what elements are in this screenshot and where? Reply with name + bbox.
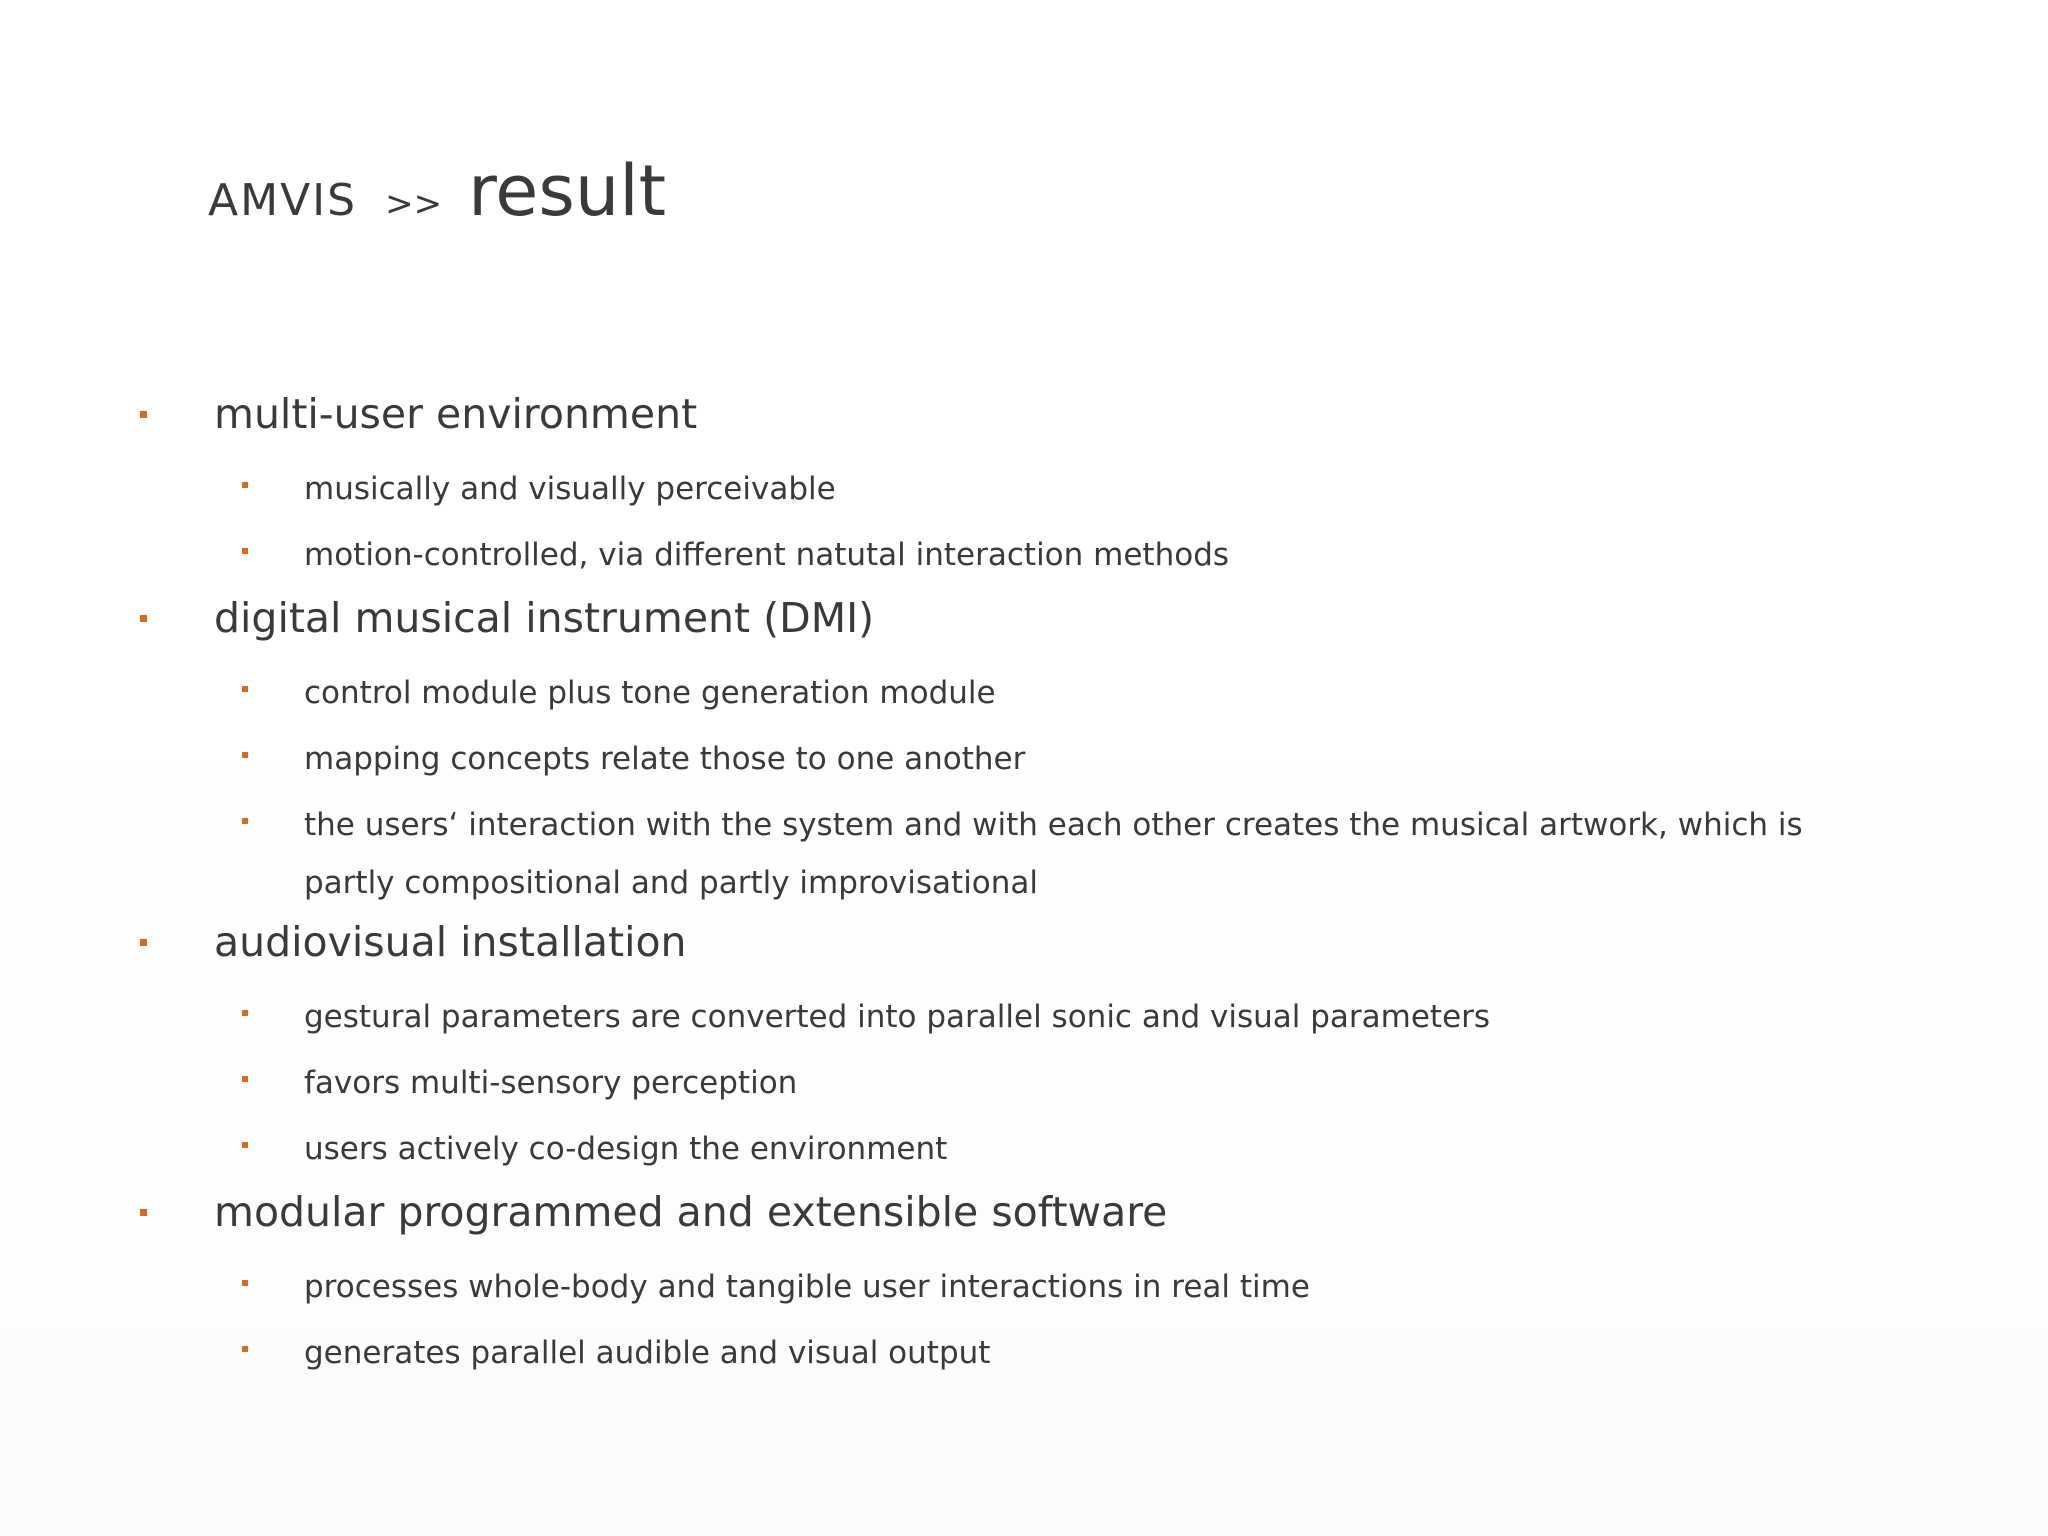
bullet-item xyxy=(0,908,2048,980)
sub-bullet-item xyxy=(0,980,2048,1046)
bullet-text: digital musical instrument (DMI) xyxy=(214,594,875,642)
sub-bullet-text: generates parallel audible and visual output xyxy=(304,1335,991,1371)
square-bullet-icon xyxy=(140,411,147,418)
square-bullet-icon xyxy=(140,615,147,622)
sub-bullet-item xyxy=(0,1046,2048,1112)
sub-bullet-item xyxy=(0,722,2048,788)
sub-bullet-item xyxy=(0,518,2048,584)
title-separator: >> xyxy=(385,184,443,224)
bullet-text: audiovisual installation xyxy=(214,918,687,966)
bullet-list xyxy=(0,380,2048,1382)
sub-bullet-text: control module plus tone generation module xyxy=(304,675,996,711)
sub-bullet-text: processes whole-body and tangible user interactions in real time xyxy=(304,1269,1310,1305)
title-section: AMVIS xyxy=(208,175,358,226)
square-bullet-icon xyxy=(242,548,248,554)
sub-bullet-item xyxy=(0,1316,2048,1382)
square-bullet-icon xyxy=(242,1280,248,1286)
sub-bullet-item xyxy=(0,788,2048,908)
square-bullet-icon xyxy=(140,1209,147,1216)
square-bullet-icon xyxy=(242,1346,248,1352)
sub-bullet-text: favors multi-sensory perception xyxy=(304,1065,798,1101)
sub-bullet-text: the users‘ interaction with the system and with each other creates the musical artwork, which is partly compositional and partly improvisational xyxy=(304,807,1803,901)
sub-bullet-item xyxy=(0,1250,2048,1316)
bullet-item xyxy=(0,1178,2048,1250)
square-bullet-icon xyxy=(242,686,248,692)
bullet-item xyxy=(0,584,2048,656)
sub-bullet-text: motion-controlled, via different natutal interaction methods xyxy=(304,537,1230,573)
sub-bullet-text: musically and visually perceivable xyxy=(304,471,836,507)
sub-bullet-item xyxy=(0,1112,2048,1178)
bullet-text: modular programmed and extensible software xyxy=(214,1188,1168,1236)
square-bullet-icon xyxy=(242,752,248,758)
title-main: result xyxy=(468,150,667,232)
bullet-text: multi-user environment xyxy=(214,390,698,438)
square-bullet-icon xyxy=(140,939,147,946)
square-bullet-icon xyxy=(242,818,248,824)
square-bullet-icon xyxy=(242,1076,248,1082)
square-bullet-icon xyxy=(242,482,248,488)
sub-bullet-item xyxy=(0,656,2048,722)
slide-title xyxy=(208,150,666,240)
square-bullet-icon xyxy=(242,1142,248,1148)
sub-bullet-text: mapping concepts relate those to one another xyxy=(304,741,1026,777)
sub-bullet-text: users actively co-design the environment xyxy=(304,1131,948,1167)
sub-bullet-item xyxy=(0,452,2048,518)
sub-bullet-text: gestural parameters are converted into parallel sonic and visual parameters xyxy=(304,999,1491,1035)
bullet-item xyxy=(0,380,2048,452)
square-bullet-icon xyxy=(242,1010,248,1016)
